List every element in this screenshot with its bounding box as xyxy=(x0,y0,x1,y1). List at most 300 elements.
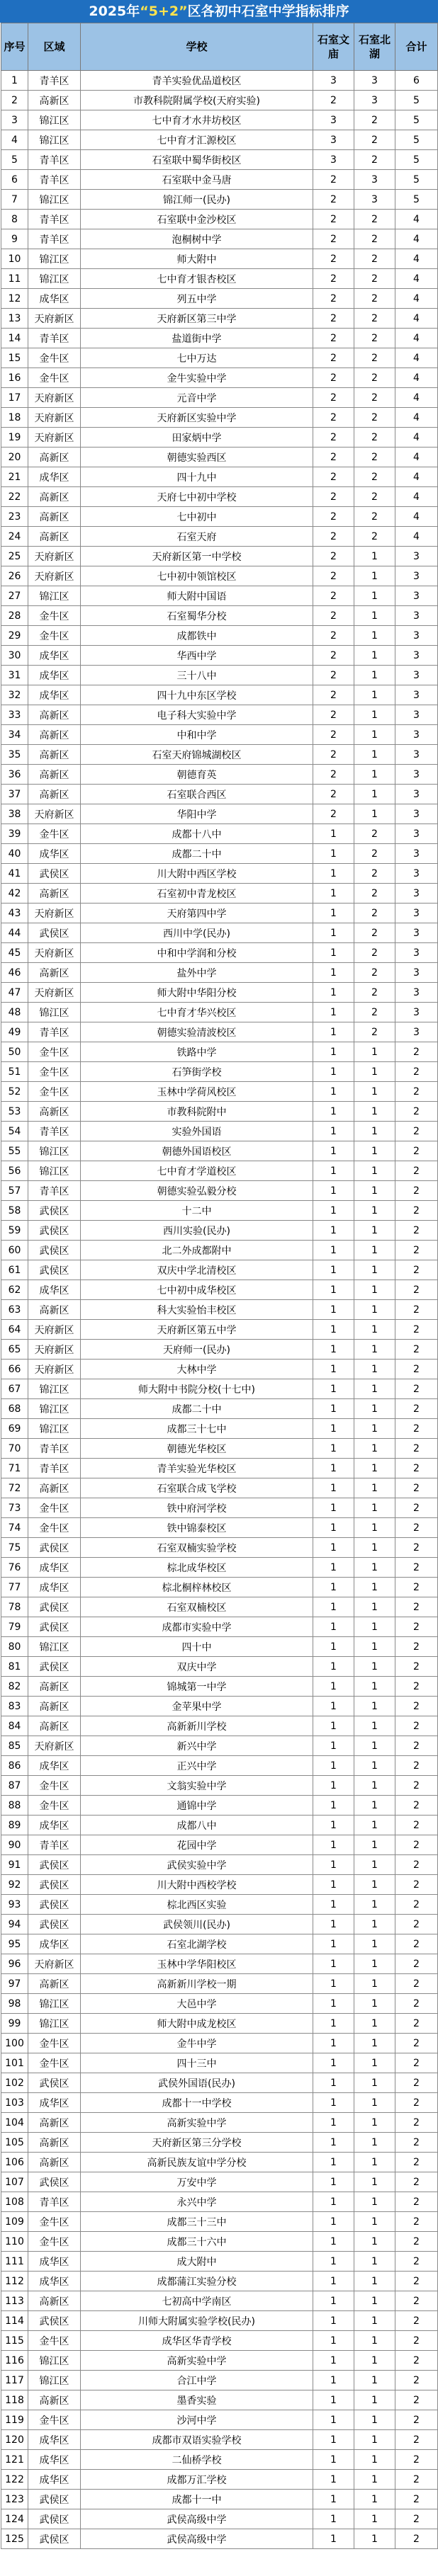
cell-area: 青羊区 xyxy=(28,1459,81,1478)
cell-school: 石室蜀华分校 xyxy=(81,606,313,626)
cell-shishi-beihu: 2 xyxy=(354,864,395,884)
cell-shishi-beihu: 1 xyxy=(354,1122,395,1141)
table-row xyxy=(1,785,438,804)
table-row xyxy=(1,1280,438,1300)
cell-no: 49 xyxy=(1,1022,28,1042)
cell-shishi-wenmiao: 1 xyxy=(313,2232,354,2252)
cell-shishi-beihu: 1 xyxy=(354,2311,395,2331)
cell-total: 3 xyxy=(395,705,438,725)
table-row xyxy=(1,368,438,388)
table-row xyxy=(1,2252,438,2272)
cell-shishi-beihu: 1 xyxy=(354,666,395,685)
cell-shishi-beihu: 2 xyxy=(354,824,395,844)
cell-area: 成华区 xyxy=(28,1934,81,1954)
cell-shishi-wenmiao: 1 xyxy=(313,1538,354,1558)
cell-no: 17 xyxy=(1,388,28,408)
cell-school: 二仙桥学校 xyxy=(81,2450,313,2470)
cell-no: 57 xyxy=(1,1181,28,1201)
cell-shishi-beihu: 1 xyxy=(354,1439,395,1459)
table-row xyxy=(1,71,438,91)
table-row xyxy=(1,606,438,626)
cell-school: 天府新区第一中学校 xyxy=(81,547,313,566)
cell-no: 96 xyxy=(1,1954,28,1974)
cell-total: 2 xyxy=(395,1082,438,1102)
table-row xyxy=(1,1300,438,1320)
cell-shishi-wenmiao: 1 xyxy=(313,1280,354,1300)
cell-shishi-wenmiao: 1 xyxy=(313,1122,354,1141)
cell-shishi-beihu: 1 xyxy=(354,1102,395,1122)
cell-school: 天府新区第三分学校 xyxy=(81,2133,313,2153)
cell-no: 108 xyxy=(1,2192,28,2212)
table-row xyxy=(1,2410,438,2430)
cell-shishi-beihu: 2 xyxy=(354,130,395,150)
cell-school: 玉林中学华阳校区 xyxy=(81,1954,313,1974)
cell-school: 新兴中学 xyxy=(81,1736,313,1756)
table-row xyxy=(1,1736,438,1756)
cell-school: 七中初中 xyxy=(81,507,313,527)
cell-school: 成都三十七中 xyxy=(81,1419,313,1439)
cell-school: 武侯外国语(民办) xyxy=(81,2073,313,2093)
cell-shishi-beihu: 1 xyxy=(354,566,395,586)
cell-shishi-wenmiao: 3 xyxy=(313,110,354,130)
cell-total: 4 xyxy=(395,269,438,289)
cell-total: 2 xyxy=(395,1816,438,1835)
cell-shishi-beihu: 1 xyxy=(354,2371,395,2390)
cell-school: 武侯高级中学 xyxy=(81,2509,313,2529)
cell-shishi-beihu: 1 xyxy=(354,626,395,646)
ranking-table xyxy=(1,23,438,2549)
cell-total: 4 xyxy=(395,467,438,487)
cell-area: 金牛区 xyxy=(28,2410,81,2430)
cell-total: 2 xyxy=(395,1399,438,1419)
cell-school: 川师大附属实验学校(民办) xyxy=(81,2311,313,2331)
cell-school: 金牛实验中学 xyxy=(81,368,313,388)
cell-shishi-beihu: 1 xyxy=(354,1379,395,1399)
header-area: 区域 xyxy=(28,23,81,71)
table-row xyxy=(1,2450,438,2470)
table-row xyxy=(1,1221,438,1241)
cell-shishi-beihu: 1 xyxy=(354,2430,395,2450)
cell-school: 成都三十六中 xyxy=(81,2232,313,2252)
title-prefix: 2025年 xyxy=(89,4,140,19)
cell-area: 武侯区 xyxy=(28,1895,81,1915)
cell-shishi-wenmiao: 2 xyxy=(313,269,354,289)
cell-total: 2 xyxy=(395,1478,438,1498)
cell-school: 中和中学 xyxy=(81,725,313,745)
cell-school: 元音中学 xyxy=(81,388,313,408)
table-row xyxy=(1,150,438,170)
cell-shishi-beihu: 2 xyxy=(354,467,395,487)
cell-shishi-beihu: 1 xyxy=(354,1796,395,1816)
cell-shishi-beihu: 1 xyxy=(354,2331,395,2351)
cell-no: 80 xyxy=(1,1637,28,1657)
cell-shishi-beihu: 1 xyxy=(354,1855,395,1875)
cell-shishi-wenmiao: 1 xyxy=(313,1320,354,1340)
cell-school: 万安中学 xyxy=(81,2172,313,2192)
cell-shishi-wenmiao: 1 xyxy=(313,1915,354,1934)
cell-shishi-wenmiao: 1 xyxy=(313,1300,354,1320)
cell-shishi-beihu: 1 xyxy=(354,1895,395,1915)
table-row xyxy=(1,1360,438,1379)
cell-total: 3 xyxy=(395,1003,438,1022)
cell-school: 成都三十三中 xyxy=(81,2212,313,2232)
cell-shishi-wenmiao: 1 xyxy=(313,923,354,943)
cell-shishi-beihu: 2 xyxy=(354,368,395,388)
cell-total: 2 xyxy=(395,1439,438,1459)
cell-area: 武侯区 xyxy=(28,2311,81,2331)
cell-shishi-beihu: 2 xyxy=(354,1003,395,1022)
cell-shishi-beihu: 1 xyxy=(354,2093,395,2113)
cell-total: 4 xyxy=(395,507,438,527)
cell-shishi-beihu: 1 xyxy=(354,1697,395,1716)
table-row xyxy=(1,1340,438,1360)
cell-school: 石室联合成飞学校 xyxy=(81,1478,313,1498)
cell-no: 26 xyxy=(1,566,28,586)
cell-area: 金牛区 xyxy=(28,1042,81,1062)
cell-shishi-beihu: 2 xyxy=(354,884,395,904)
cell-shishi-wenmiao: 2 xyxy=(313,170,354,190)
cell-no: 14 xyxy=(1,329,28,348)
cell-school: 华西中学 xyxy=(81,646,313,666)
cell-school: 盐外中学 xyxy=(81,963,313,983)
cell-shishi-wenmiao: 2 xyxy=(313,507,354,527)
cell-total: 5 xyxy=(395,91,438,110)
cell-shishi-beihu: 1 xyxy=(354,547,395,566)
cell-area: 武侯区 xyxy=(28,1855,81,1875)
cell-shishi-wenmiao: 2 xyxy=(313,606,354,626)
table-row xyxy=(1,2133,438,2153)
cell-no: 62 xyxy=(1,1280,28,1300)
cell-total: 2 xyxy=(395,1320,438,1340)
table-row xyxy=(1,1915,438,1934)
cell-school: 成都铁中 xyxy=(81,626,313,646)
cell-total: 2 xyxy=(395,1934,438,1954)
cell-school: 实验外国语 xyxy=(81,1122,313,1141)
cell-shishi-beihu: 1 xyxy=(354,2113,395,2133)
cell-no: 91 xyxy=(1,1855,28,1875)
cell-school: 列五中学 xyxy=(81,289,313,309)
cell-shishi-wenmiao: 1 xyxy=(313,1459,354,1478)
table-row xyxy=(1,765,438,785)
table-row xyxy=(1,1161,438,1181)
cell-no: 68 xyxy=(1,1399,28,1419)
cell-total: 2 xyxy=(395,1915,438,1934)
table-row xyxy=(1,586,438,606)
cell-shishi-wenmiao: 1 xyxy=(313,1558,354,1578)
table-row xyxy=(1,1538,438,1558)
cell-shishi-beihu: 2 xyxy=(354,229,395,249)
cell-shishi-beihu: 1 xyxy=(354,1399,395,1419)
cell-total: 3 xyxy=(395,785,438,804)
cell-shishi-beihu: 1 xyxy=(354,1042,395,1062)
cell-shishi-wenmiao: 1 xyxy=(313,824,354,844)
cell-shishi-beihu: 1 xyxy=(354,1954,395,1974)
cell-shishi-beihu: 1 xyxy=(354,2212,395,2232)
cell-school: 朝德实验西区 xyxy=(81,448,313,467)
cell-total: 3 xyxy=(395,685,438,705)
cell-area: 青羊区 xyxy=(28,210,81,229)
cell-shishi-wenmiao: 1 xyxy=(313,2291,354,2311)
cell-shishi-wenmiao: 1 xyxy=(313,943,354,963)
cell-no: 86 xyxy=(1,1756,28,1776)
cell-area: 天府新区 xyxy=(28,1340,81,1360)
cell-total: 2 xyxy=(395,1756,438,1776)
cell-area: 成华区 xyxy=(28,467,81,487)
cell-shishi-wenmiao: 1 xyxy=(313,2450,354,2470)
table-row xyxy=(1,824,438,844)
cell-no: 48 xyxy=(1,1003,28,1022)
cell-total: 2 xyxy=(395,2133,438,2153)
table-row xyxy=(1,2390,438,2410)
cell-area: 天府新区 xyxy=(28,1954,81,1974)
cell-total: 6 xyxy=(395,71,438,91)
cell-shishi-wenmiao: 1 xyxy=(313,1617,354,1637)
cell-shishi-wenmiao: 1 xyxy=(313,1776,354,1796)
cell-shishi-beihu: 1 xyxy=(354,1974,395,1994)
cell-shishi-beihu: 2 xyxy=(354,923,395,943)
cell-school: 永兴中学 xyxy=(81,2192,313,2212)
cell-total: 2 xyxy=(395,1895,438,1915)
cell-area: 高新区 xyxy=(28,2113,81,2133)
cell-no: 74 xyxy=(1,1518,28,1538)
cell-total: 2 xyxy=(395,2509,438,2529)
cell-area: 武侯区 xyxy=(28,1597,81,1617)
cell-no: 124 xyxy=(1,2509,28,2529)
cell-shishi-wenmiao: 1 xyxy=(313,1003,354,1022)
cell-shishi-beihu: 1 xyxy=(354,2232,395,2252)
cell-shishi-beihu: 1 xyxy=(354,2450,395,2470)
cell-school: 石室双楠校区 xyxy=(81,1597,313,1617)
cell-area: 金牛区 xyxy=(28,1062,81,1082)
table-row xyxy=(1,1816,438,1835)
cell-area: 武侯区 xyxy=(28,1875,81,1895)
table-row xyxy=(1,1677,438,1697)
cell-no: 113 xyxy=(1,2291,28,2311)
cell-area: 青羊区 xyxy=(28,1439,81,1459)
cell-total: 3 xyxy=(395,824,438,844)
cell-school: 师大附中书院分校(十七中) xyxy=(81,1379,313,1399)
cell-school: 金苹果中学 xyxy=(81,1697,313,1716)
table-row xyxy=(1,685,438,705)
cell-school: 朝德外国语校区 xyxy=(81,1141,313,1161)
cell-shishi-beihu: 1 xyxy=(354,1994,395,2014)
cell-shishi-beihu: 1 xyxy=(354,2192,395,2212)
table-row xyxy=(1,923,438,943)
cell-shishi-beihu: 1 xyxy=(354,2053,395,2073)
cell-area: 成华区 xyxy=(28,685,81,705)
cell-shishi-wenmiao: 1 xyxy=(313,1082,354,1102)
cell-total: 3 xyxy=(395,626,438,646)
cell-total: 4 xyxy=(395,368,438,388)
cell-area: 武侯区 xyxy=(28,2490,81,2509)
cell-school: 川大附中西校学校 xyxy=(81,1875,313,1895)
cell-shishi-beihu: 1 xyxy=(354,2529,395,2549)
cell-shishi-beihu: 1 xyxy=(354,2509,395,2529)
cell-total: 2 xyxy=(395,1776,438,1796)
cell-shishi-wenmiao: 1 xyxy=(313,1399,354,1419)
cell-no: 88 xyxy=(1,1796,28,1816)
cell-total: 2 xyxy=(395,1280,438,1300)
cell-shishi-beihu: 1 xyxy=(354,1280,395,1300)
cell-total: 2 xyxy=(395,2450,438,2470)
cell-school: 石室联中金马唐 xyxy=(81,170,313,190)
cell-school: 北二外成都附中 xyxy=(81,1241,313,1260)
cell-area: 武侯区 xyxy=(28,2529,81,2549)
cell-no: 102 xyxy=(1,2073,28,2093)
cell-shishi-wenmiao: 1 xyxy=(313,1181,354,1201)
cell-total: 2 xyxy=(395,2371,438,2390)
cell-no: 67 xyxy=(1,1379,28,1399)
cell-shishi-wenmiao: 1 xyxy=(313,2192,354,2212)
cell-no: 94 xyxy=(1,1915,28,1934)
cell-no: 76 xyxy=(1,1558,28,1578)
cell-area: 成华区 xyxy=(28,2430,81,2450)
cell-shishi-beihu: 2 xyxy=(354,110,395,130)
cell-no: 122 xyxy=(1,2470,28,2490)
cell-total: 2 xyxy=(395,1122,438,1141)
cell-total: 2 xyxy=(395,1498,438,1518)
cell-area: 锦江区 xyxy=(28,1994,81,2014)
cell-school: 师大附中国语 xyxy=(81,586,313,606)
cell-total: 4 xyxy=(395,448,438,467)
cell-shishi-wenmiao: 1 xyxy=(313,1974,354,1994)
cell-school: 天府第四中学 xyxy=(81,904,313,923)
table-row xyxy=(1,348,438,368)
cell-total: 2 xyxy=(395,1855,438,1875)
cell-no: 61 xyxy=(1,1260,28,1280)
cell-shishi-wenmiao: 1 xyxy=(313,1141,354,1161)
cell-shishi-wenmiao: 1 xyxy=(313,2410,354,2430)
cell-shishi-wenmiao: 1 xyxy=(313,1895,354,1915)
cell-area: 天府新区 xyxy=(28,904,81,923)
cell-area: 青羊区 xyxy=(28,329,81,348)
cell-school: 石室联中蜀华街校区 xyxy=(81,150,313,170)
cell-no: 39 xyxy=(1,824,28,844)
cell-school: 石室联中金沙校区 xyxy=(81,210,313,229)
table-row xyxy=(1,1597,438,1617)
cell-shishi-wenmiao: 1 xyxy=(313,1241,354,1260)
cell-no: 24 xyxy=(1,527,28,547)
cell-area: 天府新区 xyxy=(28,1736,81,1756)
cell-shishi-wenmiao: 1 xyxy=(313,2272,354,2291)
cell-no: 40 xyxy=(1,844,28,864)
table-row xyxy=(1,190,438,210)
cell-school: 高新实验中学 xyxy=(81,2113,313,2133)
cell-area: 金牛区 xyxy=(28,2053,81,2073)
cell-shishi-beihu: 2 xyxy=(354,904,395,923)
cell-shishi-beihu: 1 xyxy=(354,586,395,606)
cell-shishi-beihu: 1 xyxy=(354,1518,395,1538)
cell-area: 金牛区 xyxy=(28,626,81,646)
title-highlight: “5+2” xyxy=(140,4,188,19)
cell-area: 青羊区 xyxy=(28,71,81,91)
cell-no: 77 xyxy=(1,1578,28,1597)
table-row xyxy=(1,210,438,229)
table-row xyxy=(1,566,438,586)
cell-area: 武侯区 xyxy=(28,864,81,884)
table-row xyxy=(1,2192,438,2212)
cell-total: 4 xyxy=(395,210,438,229)
cell-shishi-beihu: 2 xyxy=(354,289,395,309)
cell-shishi-beihu: 1 xyxy=(354,1181,395,1201)
cell-total: 3 xyxy=(395,804,438,824)
cell-no: 13 xyxy=(1,309,28,329)
table-row xyxy=(1,547,438,566)
table-row xyxy=(1,1776,438,1796)
cell-no: 46 xyxy=(1,963,28,983)
cell-school: 七中万达 xyxy=(81,348,313,368)
cell-shishi-wenmiao: 1 xyxy=(313,2014,354,2034)
cell-school: 铁中锦泰校区 xyxy=(81,1518,313,1538)
cell-area: 高新区 xyxy=(28,745,81,765)
cell-area: 高新区 xyxy=(28,2133,81,2153)
cell-total: 2 xyxy=(395,2172,438,2192)
header-no: 序号 xyxy=(1,23,28,71)
table-row xyxy=(1,1260,438,1280)
cell-school: 高新民族友谊中学分校 xyxy=(81,2153,313,2172)
cell-school: 七中育才水井坊校区 xyxy=(81,110,313,130)
cell-area: 天府新区 xyxy=(28,388,81,408)
cell-total: 3 xyxy=(395,566,438,586)
cell-shishi-beihu: 1 xyxy=(354,1776,395,1796)
cell-shishi-wenmiao: 1 xyxy=(313,1360,354,1379)
cell-no: 59 xyxy=(1,1221,28,1241)
cell-shishi-beihu: 2 xyxy=(354,388,395,408)
cell-no: 63 xyxy=(1,1300,28,1320)
cell-school: 石室联合西区 xyxy=(81,785,313,804)
table-row xyxy=(1,943,438,963)
cell-no: 71 xyxy=(1,1459,28,1478)
cell-no: 121 xyxy=(1,2450,28,2470)
cell-shishi-wenmiao: 1 xyxy=(313,2073,354,2093)
cell-no: 56 xyxy=(1,1161,28,1181)
cell-total: 2 xyxy=(395,2430,438,2450)
table-row xyxy=(1,269,438,289)
cell-shishi-wenmiao: 1 xyxy=(313,2311,354,2331)
cell-no: 18 xyxy=(1,408,28,428)
cell-shishi-beihu: 1 xyxy=(354,685,395,705)
cell-area: 金牛区 xyxy=(28,1518,81,1538)
cell-school: 青羊实验光华校区 xyxy=(81,1459,313,1478)
cell-shishi-beihu: 2 xyxy=(354,487,395,507)
cell-shishi-wenmiao: 2 xyxy=(313,725,354,745)
cell-total: 4 xyxy=(395,309,438,329)
cell-total: 2 xyxy=(395,1379,438,1399)
cell-total: 2 xyxy=(395,1677,438,1697)
cell-total: 4 xyxy=(395,408,438,428)
table-row xyxy=(1,91,438,110)
cell-total: 4 xyxy=(395,388,438,408)
cell-total: 2 xyxy=(395,1597,438,1617)
cell-area: 高新区 xyxy=(28,1478,81,1498)
cell-school: 大林中学 xyxy=(81,1360,313,1379)
cell-shishi-wenmiao: 3 xyxy=(313,71,354,91)
cell-school: 七中育才华兴校区 xyxy=(81,1003,313,1022)
cell-no: 21 xyxy=(1,467,28,487)
cell-shishi-wenmiao: 1 xyxy=(313,2529,354,2549)
cell-shishi-beihu: 1 xyxy=(354,606,395,626)
cell-shishi-wenmiao: 2 xyxy=(313,785,354,804)
cell-total: 2 xyxy=(395,2252,438,2272)
table-row xyxy=(1,2470,438,2490)
cell-no: 7 xyxy=(1,190,28,210)
cell-total: 2 xyxy=(395,1518,438,1538)
cell-shishi-beihu: 1 xyxy=(354,2291,395,2311)
cell-total: 2 xyxy=(395,2113,438,2133)
cell-total: 3 xyxy=(395,923,438,943)
cell-school: 铁中府河学校 xyxy=(81,1498,313,1518)
cell-no: 104 xyxy=(1,2113,28,2133)
